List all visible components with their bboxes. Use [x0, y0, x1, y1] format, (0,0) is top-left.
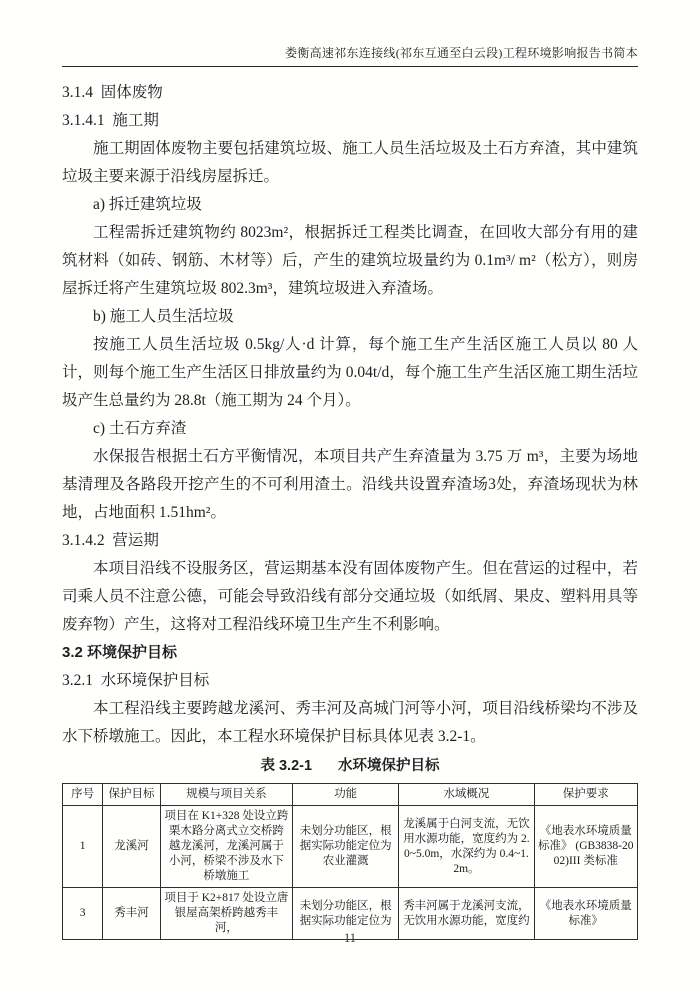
- cell-requirement: 《地表水环境质量标准》: [534, 888, 638, 940]
- col-header-requirement: 保护要求: [534, 784, 638, 806]
- heading-3-2-1: 3.2.1 水环境保护目标: [62, 672, 210, 689]
- heading-3-1-4-2: 3.1.4.2 营运期: [62, 532, 159, 549]
- cell-scale: 项目于 K2+817 处设立唐银屋高架桥跨越秀丰河，: [160, 888, 292, 940]
- table-caption-title: 水环境保护目标: [338, 758, 440, 774]
- col-header-function: 功能: [293, 784, 399, 806]
- col-header-target: 保护目标: [103, 784, 161, 806]
- col-header-scale: 规模与项目关系: [160, 784, 292, 806]
- cell-function: 未划分功能区，根据实际功能定位为农业灌溉: [293, 806, 399, 888]
- col-header-water: 水域概况: [399, 784, 534, 806]
- table-row: [63, 806, 638, 888]
- table-caption: [62, 753, 638, 779]
- cell-water: 秀丰河属于龙溪河支流，无饮用水源功能，宽度约: [399, 888, 534, 940]
- page-number: 11: [343, 931, 357, 945]
- paragraph-item-b: 按施工人员生活垃圾 0.5kg/人·d 计算，每个施工生产生活区施工人员以 80 人计，则每个施工生产生活区日排放量约为 0.04t/d，每个施工生产生活区施工期生活垃圾产生总量约为 28.8t（施工期为 24 个月）。: [62, 336, 638, 409]
- document-body: [62, 79, 638, 940]
- cell-requirement: 《地表水环境质量标准》 (GB3838-2002)III 类标准: [534, 806, 638, 888]
- item-b-label: b) 施工人员生活垃圾: [93, 308, 234, 325]
- item-c-label: c) 土石方弃渣: [93, 420, 187, 437]
- col-header-index: 序号: [63, 784, 103, 806]
- cell-index: 1: [63, 806, 103, 888]
- water-protection-table: [62, 783, 638, 940]
- table-caption-number: 表 3.2-1: [260, 758, 313, 774]
- heading-3-1-4-1: 3.1.4.1 施工期: [62, 112, 159, 129]
- cell-target: 龙溪河: [103, 806, 161, 888]
- paragraph-operation: 本项目沿线不设服务区，营运期基本没有固体废物产生。但在营运的过程中，若司乘人员不注意公德，可能会导致沿线有部分交通垃圾（如纸屑、果皮、塑料用具等废弃物）产生，这将对工程沿线环境卫生产生不利影响。: [62, 560, 638, 633]
- item-a-label: a) 拆迁建筑垃圾: [93, 196, 202, 213]
- cell-index: 3: [63, 888, 103, 940]
- table-header-row: [63, 784, 638, 806]
- paragraph-water-targets: 本工程沿线主要跨越龙溪河、秀丰河及高城门河等小河，项目沿线桥梁均不涉及水下桥墩施工。因此，本工程水环境保护目标具体见表 3.2-1。: [62, 700, 638, 745]
- cell-scale: 项目在 K1+328 处设立跨栗木路分离式立交桥跨越龙溪河，龙溪河属于小河，桥梁不涉及水下桥墩施工: [160, 806, 292, 888]
- cell-water: 龙溪属于白河支流，无饮用水源功能，宽度约为 2.0~5.0m，水深约为 0.4~1.2m。: [399, 806, 534, 888]
- cell-function: 未划分功能区，根据实际功能定位为: [293, 888, 399, 940]
- heading-3-1-4: 3.1.4 固体废物: [62, 84, 163, 101]
- running-header: 娄衡高速祁东连接线(祁东互通至白云段)工程环境影响报告书简本: [62, 44, 638, 67]
- heading-3-2: 3.2 环境保护目标: [62, 644, 178, 661]
- paragraph-item-c: 水保报告根据土石方平衡情况，本项目共产生弃渣量为 3.75 万 m³，主要为场地基清理及各路段开挖产生的不可利用渣土。沿线共设置弃渣场3处，弃渣场现状为林地，占地面积 1.51hm²。: [62, 448, 638, 521]
- paragraph-construction-intro: 施工期固体废物主要包括建筑垃圾、施工人员生活垃圾及土石方弃渣，其中建筑垃圾主要来源于沿线房屋拆迁。: [62, 140, 638, 185]
- paragraph-item-a: 工程需拆迁建筑物约 8023m²，根据拆迁工程类比调查，在回收大部分有用的建筑材料（如砖、钢筋、木材等）后，产生的建筑垃圾量约为 0.1m³/ m²（松方），则房屋拆迁将产生建筑垃圾 802.3m³，建筑垃圾进入弃渣场。: [62, 224, 638, 297]
- cell-target: 秀丰河: [103, 888, 161, 940]
